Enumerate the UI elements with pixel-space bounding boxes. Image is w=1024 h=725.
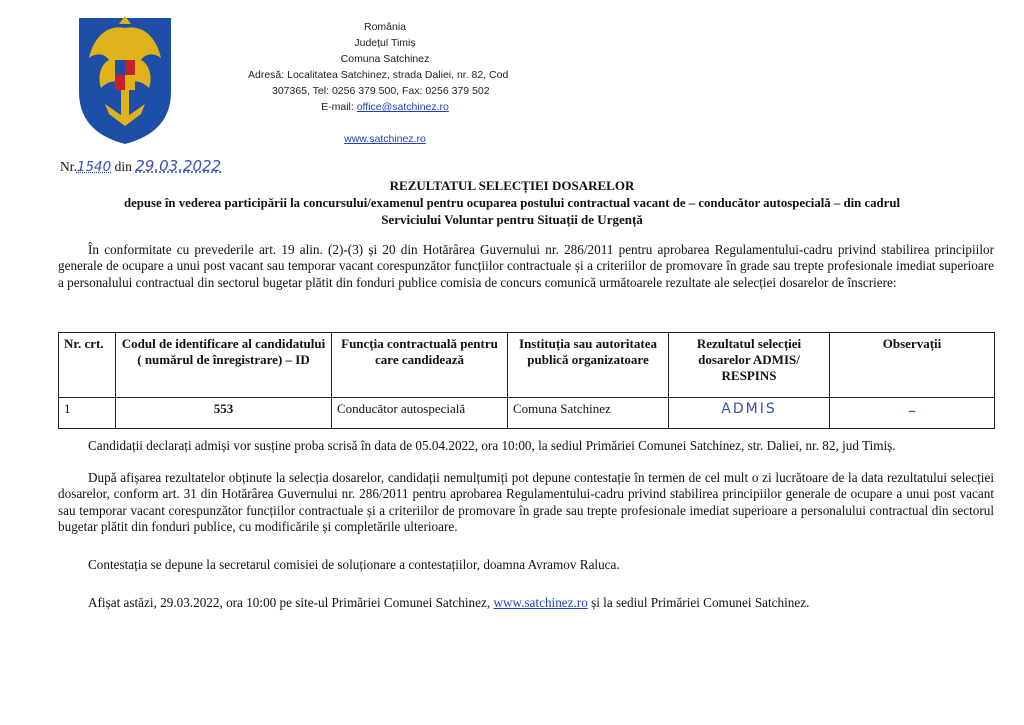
posted-suffix: și la sediul Primăriei Comunei Satchinez. (591, 595, 810, 610)
cell-result (669, 398, 830, 429)
address-line-2: 307365, Tel: 0256 379 500, Fax: 0256 379 502 (272, 85, 490, 97)
header-observations: Observații (830, 333, 995, 398)
table-row (59, 398, 995, 429)
nr-value: 1540 (76, 159, 112, 175)
website-link[interactable]: www.satchinez.ro (344, 133, 426, 145)
nr-label: Nr. (60, 159, 77, 174)
observations-dash: – (908, 401, 916, 420)
document-subtitle-2: Serviciului Voluntar pentru Situații de Urgență (381, 212, 643, 227)
email-label: E-mail: (321, 101, 357, 113)
din-label: din (114, 159, 132, 174)
results-table (58, 332, 995, 429)
header-candidate-id: Codul de identificare al candidatului ( numărul de înregistrare) – ID (116, 333, 332, 398)
date-value: 29.03.2022 (135, 157, 222, 175)
country-name: România (363, 21, 407, 33)
header-nr-crt: Nr. crt. (59, 333, 116, 398)
email-line (215, 100, 555, 116)
posted-line (58, 595, 994, 611)
cell-candidate-id: 553 (116, 398, 332, 429)
email-link[interactable]: office@satchinez.ro (356, 101, 449, 113)
admitted-note: Candidații declarați admiși vor susține proba scrisă în data de 05.04.2022, ora 10:00, la sediul Primăriei Comunei Satchinez, str. Daliei, nr. 82, jud Timiș. (88, 438, 896, 453)
cell-institution: Comuna Satchinez (508, 398, 669, 429)
header-function: Funcția contractuală pentru care candidează (332, 333, 508, 398)
document-subtitle-1: depuse în vederea participării la concursului/examenul pentru ocuparea postului contractual vacant de – conducător autospecială – din cadrul (123, 196, 901, 210)
cell-nr: 1 (59, 398, 116, 429)
table-header-row (59, 333, 995, 398)
document-title: REZULTATUL SELECȚIEI DOSARELOR (389, 178, 635, 193)
commune-name: Comuna Satchinez (340, 53, 430, 65)
header-institution: Instituția sau autoritatea publică organizatoare (508, 333, 669, 398)
posted-prefix: Afișat astăzi, 29.03.2022, ora 10:00 pe site-ul Primăriei Comunei Satchinez, (88, 595, 491, 610)
header-result: Rezultatul selecției dosarelor ADMIS/ RESPINS (669, 333, 830, 398)
intro-paragraph: În conformitate cu prevederile art. 19 alin. (2)-(3) și 20 din Hotărârea Guvernului nr. 286/2011 pentru aprobarea Regulamentului-cadru privind stabilirea principiilor generale de ocupare a unui post vacant sau temporar vacant corespunzător funcțiilor contractuale și a criteriilor de promovare în grade sau trepte profesionale imediat superioare a personalului contractual din sectorul bugetar plătit din fonduri publice comisia de concurs comunică următoarele rezultate ale selecției dosarelor de înscriere: (58, 242, 994, 290)
coat-of-arms-emblem (75, 14, 175, 146)
address-line-1: Adresă: Localitatea Satchinez, strada Daliei, nr. 82, Cod (248, 69, 509, 81)
cell-function: Conducător autospecială (332, 398, 508, 429)
county-name: Județul Timiș (354, 37, 416, 49)
posted-website-link[interactable]: www.satchinez.ro (493, 595, 588, 610)
website-line (215, 132, 555, 148)
secretary-paragraph: Contestația se depune la secretarul comisiei de soluționare a contestațiilor, doamna Avramov Raluca. (88, 557, 620, 572)
contest-paragraph: După afișarea rezultatelor obținute la selecția dosarelor, candidații nemulțumiți pot depune contestație în termen de cel mult o zi lucrătoare de la data rezultatului selecției dosarelor, conform art. 31 din Hotărârea Guvernului nr. 286/2011 pentru aprobarea Regulamentului-cadru privind stabilirea principiilor generale de ocupare a unui post vacant sau temporar vacant corespunzător funcțiilor contractuale și a criteriilor de promovare în grade sau trepte profesionale imediat superioare a personalului contractual din sectorul bugetar plătit din fonduri publice, cu modificările și completările ulterioare. (58, 470, 994, 535)
cell-observations (830, 398, 995, 429)
registration-line (60, 157, 221, 175)
result-handwritten: ADMIS (721, 401, 777, 417)
